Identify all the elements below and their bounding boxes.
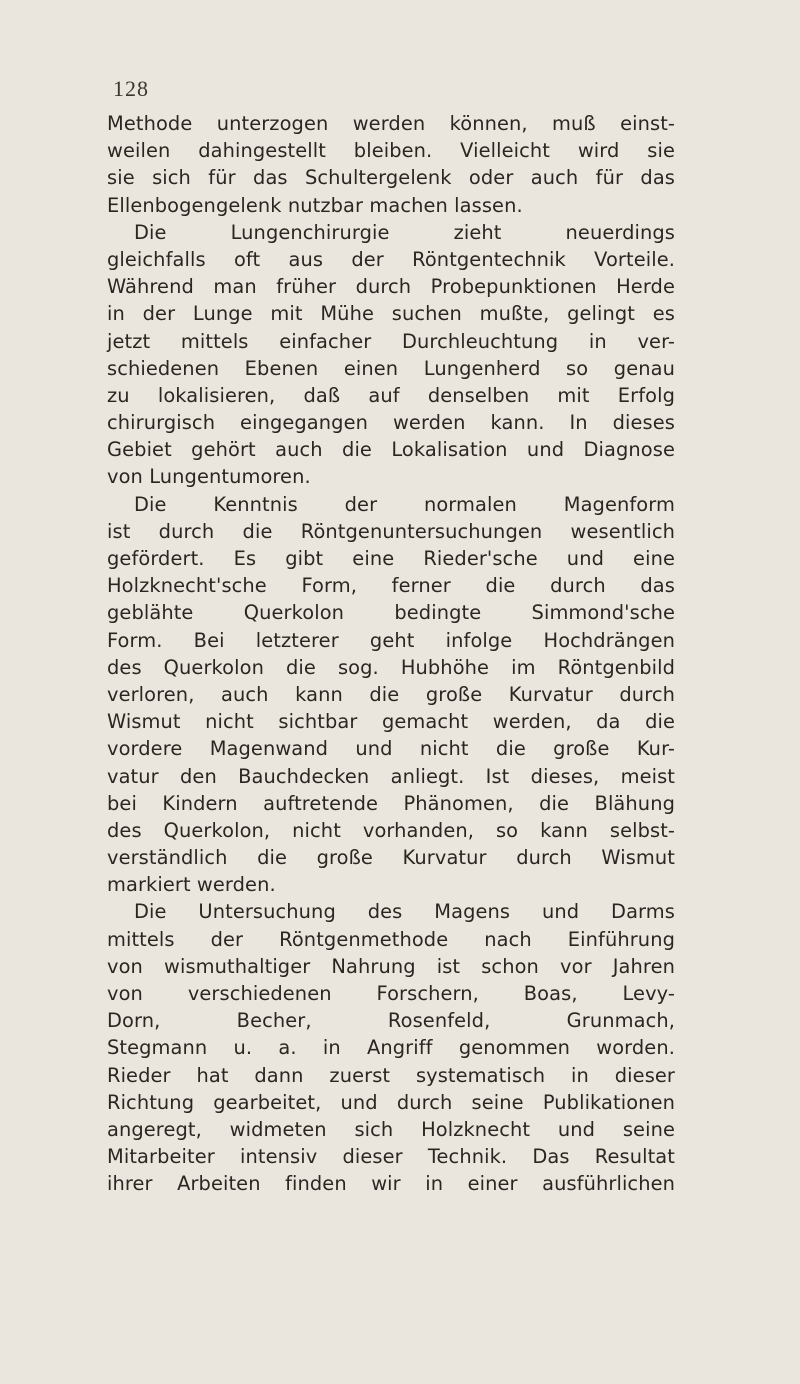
text-line: gefördert. Es gibt eine Rieder'sche und eine [107, 547, 675, 570]
text-line: angeregt, widmeten sich Holzknecht und seine [107, 1117, 675, 1141]
text-line: Richtung gearbeitet, und durch seine Publikationen [107, 1090, 675, 1114]
text-line: Stegmann u. a. in Angriff genommen worden. [107, 1036, 675, 1060]
text-line: sie sich für das Schultergelenk oder auch für das [107, 166, 675, 190]
text-line: zu lokalisieren, daß auf denselben mit Erfolg [107, 383, 675, 407]
paragraph [107, 219, 675, 491]
text-line: Die Kenntnis der normalen Magenform [134, 492, 675, 516]
text-line: gleichfalls oft aus der Röntgentechnik Vorteile. [107, 247, 675, 271]
text-line: von Lungentumoren. [107, 465, 311, 489]
text-line: Wismut nicht sichtbar gemacht werden, da die [107, 710, 675, 734]
paragraph [107, 110, 675, 219]
text-line: Ellenbogengelenk nutzbar machen lassen. [107, 193, 523, 217]
text-line: Mitarbeiter intensiv dieser Technik. Das Resultat [107, 1145, 675, 1169]
text-line: in der Lunge mit Mühe suchen mußte, gelingt es [107, 302, 675, 326]
text-line: Rieder hat dann zuerst systematisch in dieser [107, 1063, 675, 1087]
text-line: Holzknecht'sche Form, ferner die durch das [107, 574, 675, 598]
text-line: des Querkolon die sog. Hubhöhe im Röntgenbild [107, 655, 675, 679]
text-line: Form. Bei letzterer geht infolge Hochdrängen [107, 628, 675, 652]
text-line: Die Untersuchung des Magens und Darms [134, 900, 675, 924]
text-line: Während man früher durch Probepunktionen Herde [107, 275, 675, 299]
paragraph [107, 491, 675, 899]
text-line: von wismuthaltiger Nahrung ist schon vor Jahren [107, 954, 675, 978]
text-line: markiert werden. [107, 873, 276, 897]
text-line: mittels der Röntgenmethode nach Einführung [107, 927, 675, 951]
paragraph [107, 898, 675, 1197]
text-line: des Querkolon, nicht vorhanden, so kann selbst- [107, 818, 675, 842]
text-line: schiedenen Ebenen einen Lungenherd so genau [107, 356, 675, 380]
text-line: Die Lungenchirurgie zieht neuerdings [134, 220, 675, 244]
text-line: vordere Magenwand und nicht die große Kur- [107, 737, 675, 761]
body-text [107, 110, 675, 1198]
text-line: von verschiedenen Forschern, Boas, Levy- [107, 982, 675, 1005]
text-line: ihrer Arbeiten finden wir in einer ausführlichen [107, 1172, 675, 1196]
text-line: ist durch die Röntgenuntersuchungen wesentlich [107, 519, 675, 543]
text-line: Dorn, Becher, Rosenfeld, Grunmach, [107, 1009, 675, 1033]
text-line: bei Kindern auftretende Phänomen, die Blähung [107, 791, 675, 815]
text-line: Gebiet gehört auch die Lokalisation und Diagnose [107, 438, 675, 462]
text-line: verloren, auch kann die große Kurvatur durch [107, 682, 675, 706]
text-line: chirurgisch eingegangen werden kann. In dieses [107, 411, 675, 435]
page-number: 128 [113, 76, 149, 101]
text-line: vatur den Bauchdecken anliegt. Ist dieses, meist [107, 764, 675, 788]
text-line: jetzt mittels einfacher Durchleuchtung in ver- [107, 329, 675, 353]
text-line: verständlich die große Kurvatur durch Wismut [107, 846, 675, 870]
text-line: geblähte Querkolon bedingte Simmond'sche [107, 601, 675, 625]
text-line: Methode unterzogen werden können, muß einst- [107, 112, 675, 135]
text-line: weilen dahingestellt bleiben. Vielleicht wird sie [107, 139, 675, 163]
